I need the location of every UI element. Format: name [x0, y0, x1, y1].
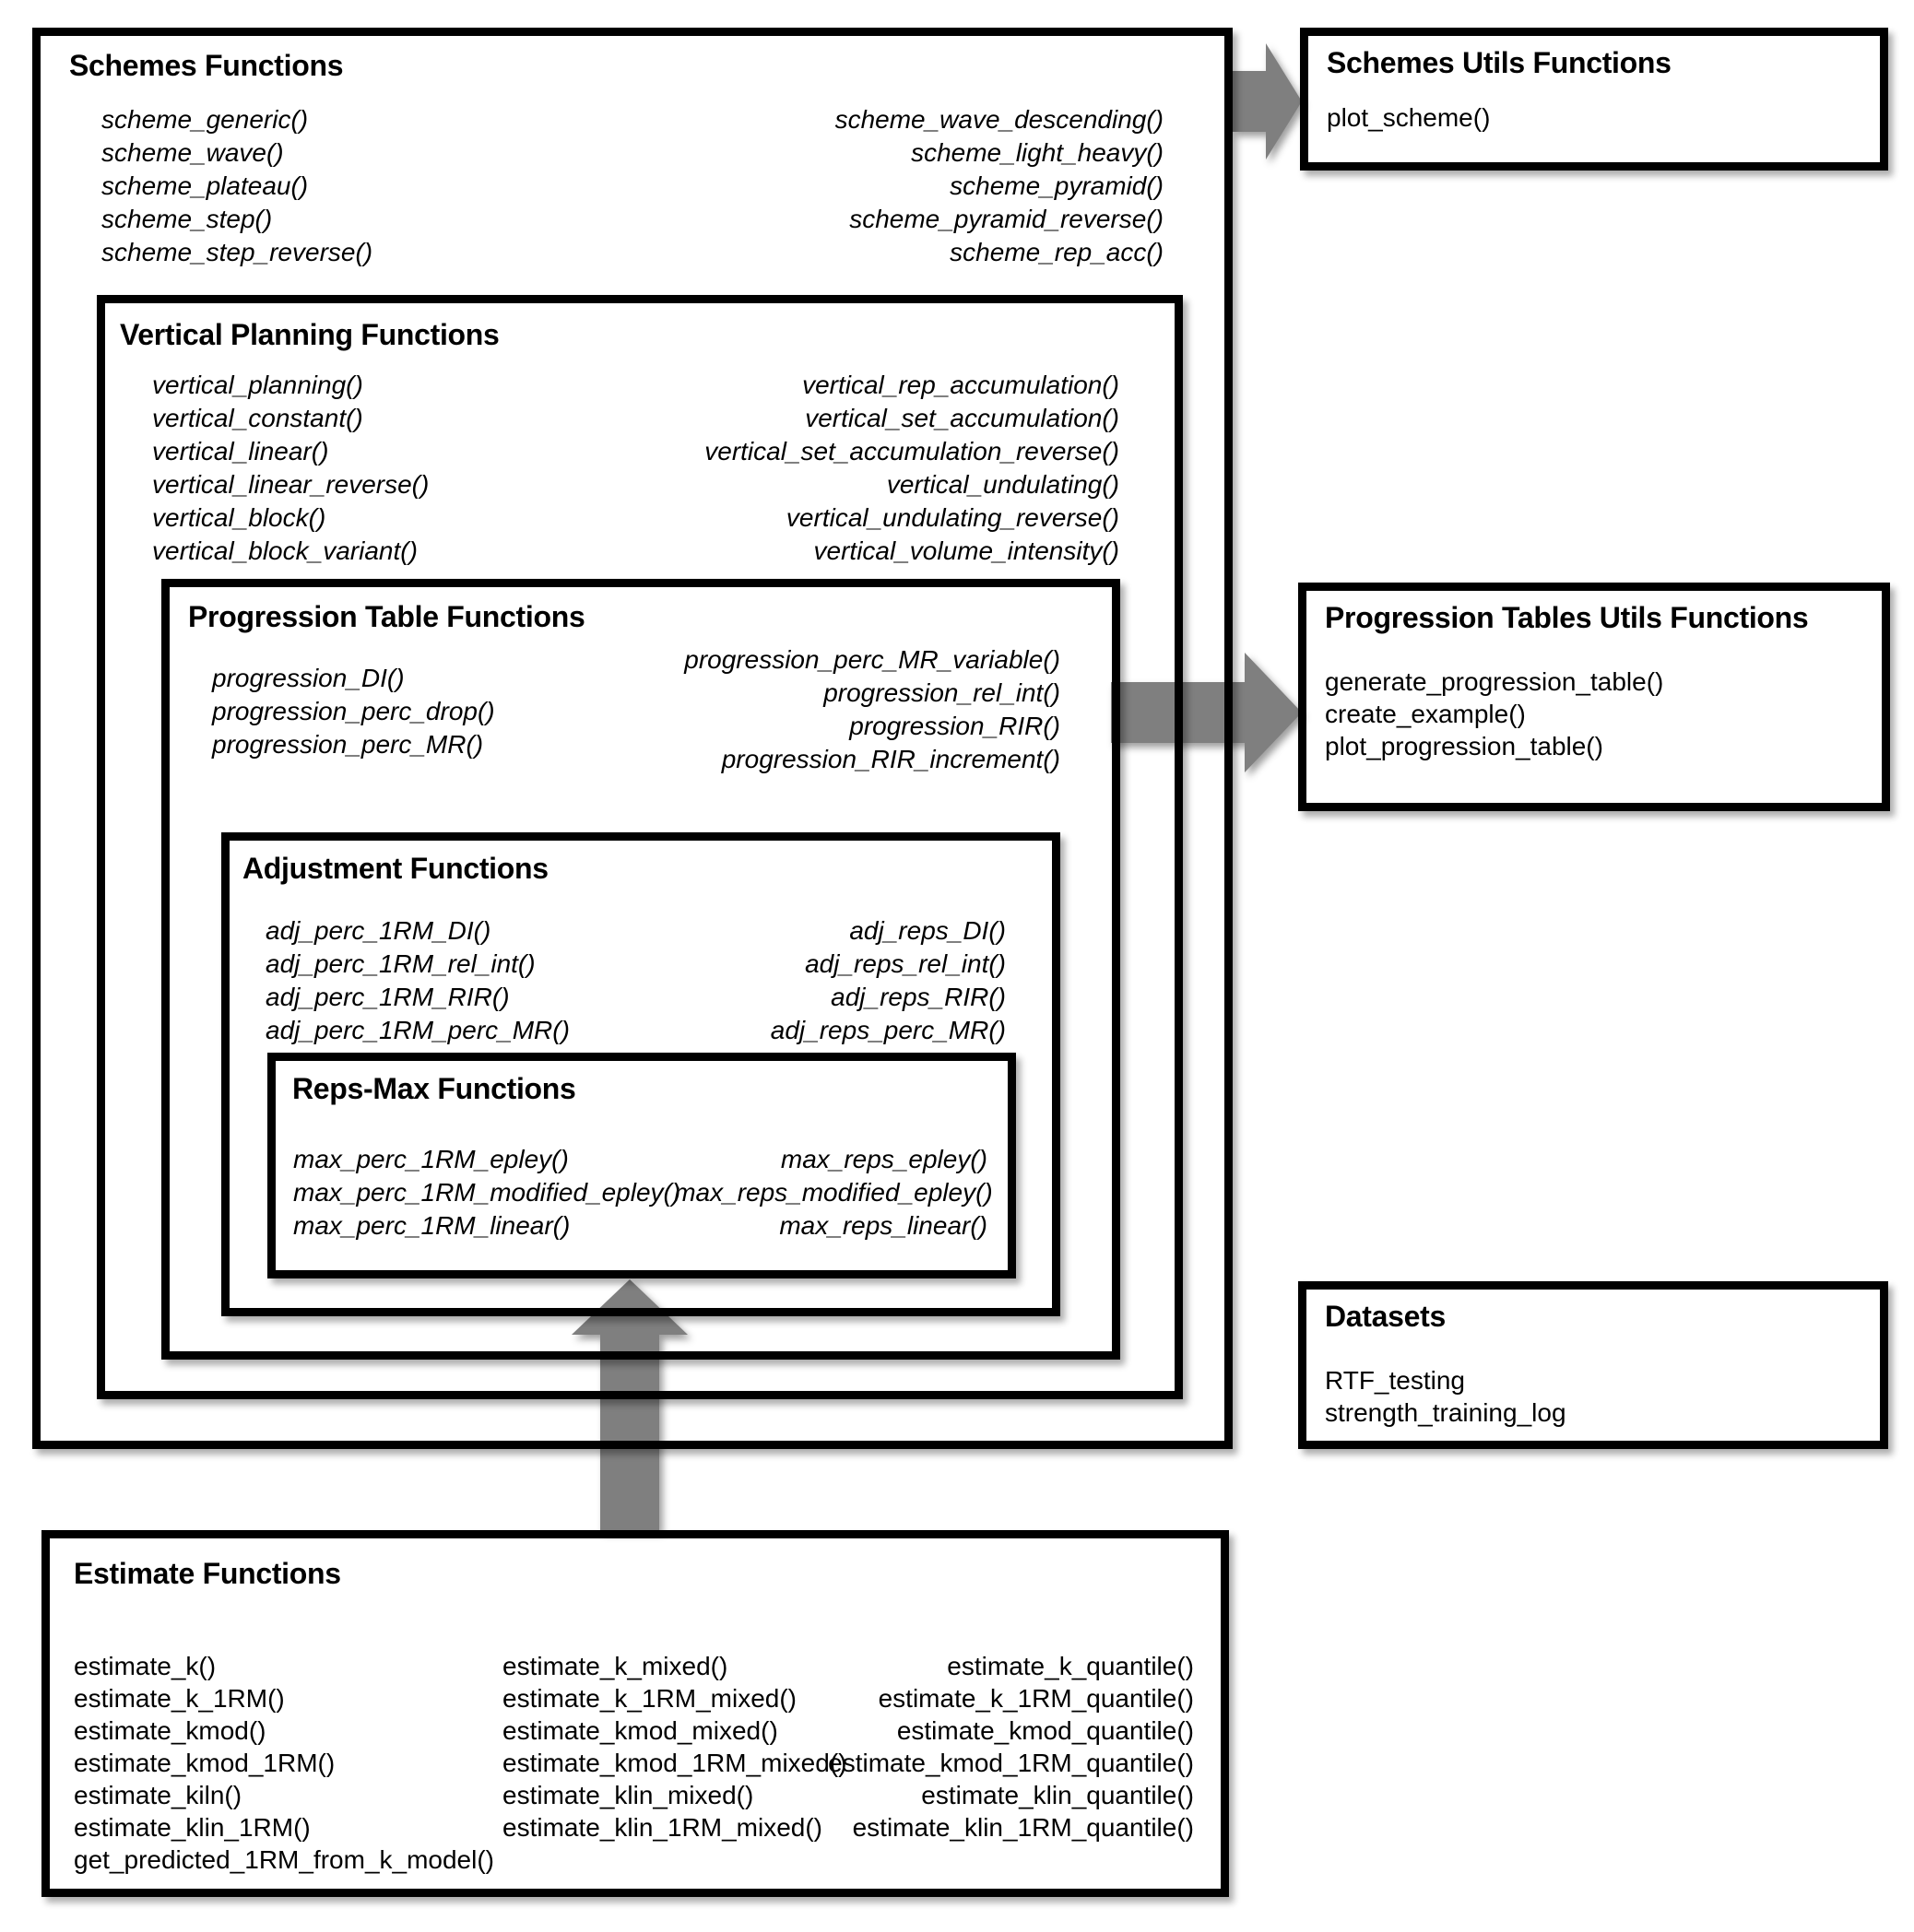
schemes-functions-list-right [835, 103, 1164, 269]
function-name: vertical_linear_reverse() [152, 470, 430, 499]
adjustment-list-right [771, 914, 1006, 1047]
datasets-list [1325, 1364, 1566, 1429]
function-name: vertical_linear() [152, 437, 329, 465]
function-name: plot_progression_table() [1325, 732, 1603, 760]
function-name: vertical_volume_intensity() [813, 536, 1119, 565]
function-name: vertical_undulating_reverse() [786, 503, 1119, 532]
function-name: vertical_planning() [152, 371, 363, 399]
function-name: scheme_wave() [101, 138, 284, 167]
function-name: adj_perc_1RM_DI() [266, 916, 491, 945]
function-name: estimate_k_quantile() [947, 1652, 1194, 1680]
estimate-list-col3 [828, 1650, 1194, 1876]
function-name: scheme_step() [101, 205, 273, 233]
function-name: progression_RIR_increment() [721, 745, 1060, 773]
schemes-functions-title: Schemes Functions [69, 49, 344, 82]
function-name: RTF_testing [1325, 1366, 1465, 1395]
function-name: estimate_kiln() [74, 1781, 242, 1809]
function-name: progression_RIR() [849, 712, 1060, 740]
function-name: plot_scheme() [1327, 103, 1491, 132]
schemes-utils-list [1327, 101, 1490, 134]
function-name: vertical_block() [152, 503, 326, 532]
vertical-planning-list-right [704, 369, 1119, 568]
datasets-title: Datasets [1325, 1300, 1447, 1333]
function-name: scheme_rep_acc() [950, 238, 1164, 266]
function-name: scheme_step_reverse() [101, 238, 373, 266]
progression-table-list-right [684, 643, 1060, 776]
function-name: progression_perc_drop() [212, 697, 495, 725]
function-name: max_perc_1RM_epley() [293, 1145, 569, 1173]
function-name: estimate_klin_1RM() [74, 1813, 311, 1842]
progression-tables-utils-functions-title: Progression Tables Utils Functions [1325, 601, 1809, 634]
function-name: scheme_plateau() [101, 171, 309, 200]
function-name: estimate_kmod_1RM_quantile() [828, 1749, 1194, 1777]
function-name: estimate_k_mixed() [502, 1652, 728, 1680]
function-name: scheme_generic() [101, 105, 309, 134]
function-name: progression_rel_int() [823, 678, 1060, 707]
function-name: adj_reps_RIR() [831, 983, 1006, 1011]
function-name: estimate_kmod_1RM_mixed() [502, 1749, 847, 1777]
function-name: adj_reps_DI() [849, 916, 1006, 945]
datasets-box [1298, 1281, 1888, 1449]
estimate-list-col1 [74, 1650, 502, 1876]
progression-tables-utils-functions-box [1298, 583, 1890, 811]
function-name: scheme_pyramid_reverse() [849, 205, 1164, 233]
function-name: estimate_klin_1RM_mixed() [502, 1813, 823, 1842]
reps-max-list-left [293, 1143, 681, 1243]
function-name: vertical_rep_accumulation() [802, 371, 1119, 399]
function-name: estimate_kmod_quantile() [896, 1716, 1194, 1745]
function-name: adj_perc_1RM_perc_MR() [266, 1016, 570, 1044]
function-name: scheme_light_heavy() [911, 138, 1164, 167]
schemes-functions-list-left [101, 103, 372, 269]
function-name: vertical_undulating() [886, 470, 1119, 499]
function-name: adj_reps_rel_int() [805, 949, 1006, 978]
function-name: vertical_set_accumulation() [805, 404, 1119, 432]
reps-max-functions-box [267, 1053, 1016, 1278]
estimate-list-col2 [502, 1650, 847, 1876]
function-name: max_perc_1RM_linear() [293, 1211, 571, 1240]
estimate-functions-title: Estimate Functions [74, 1557, 341, 1590]
function-name: strength_training_log [1325, 1398, 1566, 1427]
function-name: estimate_k_1RM_mixed() [502, 1684, 797, 1713]
function-name: progression_perc_MR() [212, 730, 484, 759]
function-name: get_predicted_1RM_from_k_model() [74, 1845, 494, 1874]
function-name: generate_progression_table() [1325, 667, 1664, 696]
progression-table-functions-title: Progression Table Functions [188, 600, 585, 633]
function-name: estimate_klin_mixed() [502, 1781, 754, 1809]
function-name: vertical_block_variant() [152, 536, 418, 565]
function-name: progression_perc_MR_variable() [684, 645, 1060, 674]
function-name: scheme_wave_descending() [834, 105, 1164, 134]
function-name: estimate_klin_quantile() [921, 1781, 1194, 1809]
function-name: estimate_k_1RM_quantile() [878, 1684, 1194, 1713]
adjustment-functions-title: Adjustment Functions [242, 852, 549, 885]
function-name: max_perc_1RM_modified_epley() [293, 1178, 681, 1207]
function-name: adj_reps_perc_MR() [770, 1016, 1006, 1044]
progression-tables-utils-list [1325, 666, 1663, 762]
reps-max-list-right [674, 1143, 993, 1243]
function-name: progression_DI() [212, 664, 405, 692]
function-name: create_example() [1325, 700, 1526, 728]
function-name: estimate_klin_1RM_quantile() [852, 1813, 1194, 1842]
function-name: estimate_kmod_mixed() [502, 1716, 778, 1745]
function-name: adj_perc_1RM_RIR() [266, 983, 510, 1011]
progression-table-list-left [212, 662, 495, 776]
schemes-utils-functions-box [1300, 28, 1888, 171]
function-name: scheme_pyramid() [950, 171, 1164, 200]
reps-max-functions-title: Reps-Max Functions [292, 1072, 576, 1105]
vertical-planning-list-left [152, 369, 429, 568]
function-name: estimate_k_1RM() [74, 1684, 285, 1713]
function-name: max_reps_modified_epley() [674, 1178, 993, 1207]
function-name: estimate_k() [74, 1652, 217, 1680]
estimate-functions-box [41, 1530, 1229, 1897]
function-name: estimate_kmod_1RM() [74, 1749, 336, 1777]
function-name: max_reps_linear() [779, 1211, 987, 1240]
function-name: max_reps_epley() [780, 1145, 987, 1173]
vertical-planning-functions-title: Vertical Planning Functions [120, 318, 500, 351]
adjustment-list-left [266, 914, 570, 1047]
function-name: adj_perc_1RM_rel_int() [266, 949, 536, 978]
function-name: vertical_set_accumulation_reverse() [704, 437, 1119, 465]
function-name: estimate_kmod() [74, 1716, 266, 1745]
function-name: vertical_constant() [152, 404, 363, 432]
schemes-utils-functions-title: Schemes Utils Functions [1327, 46, 1672, 79]
